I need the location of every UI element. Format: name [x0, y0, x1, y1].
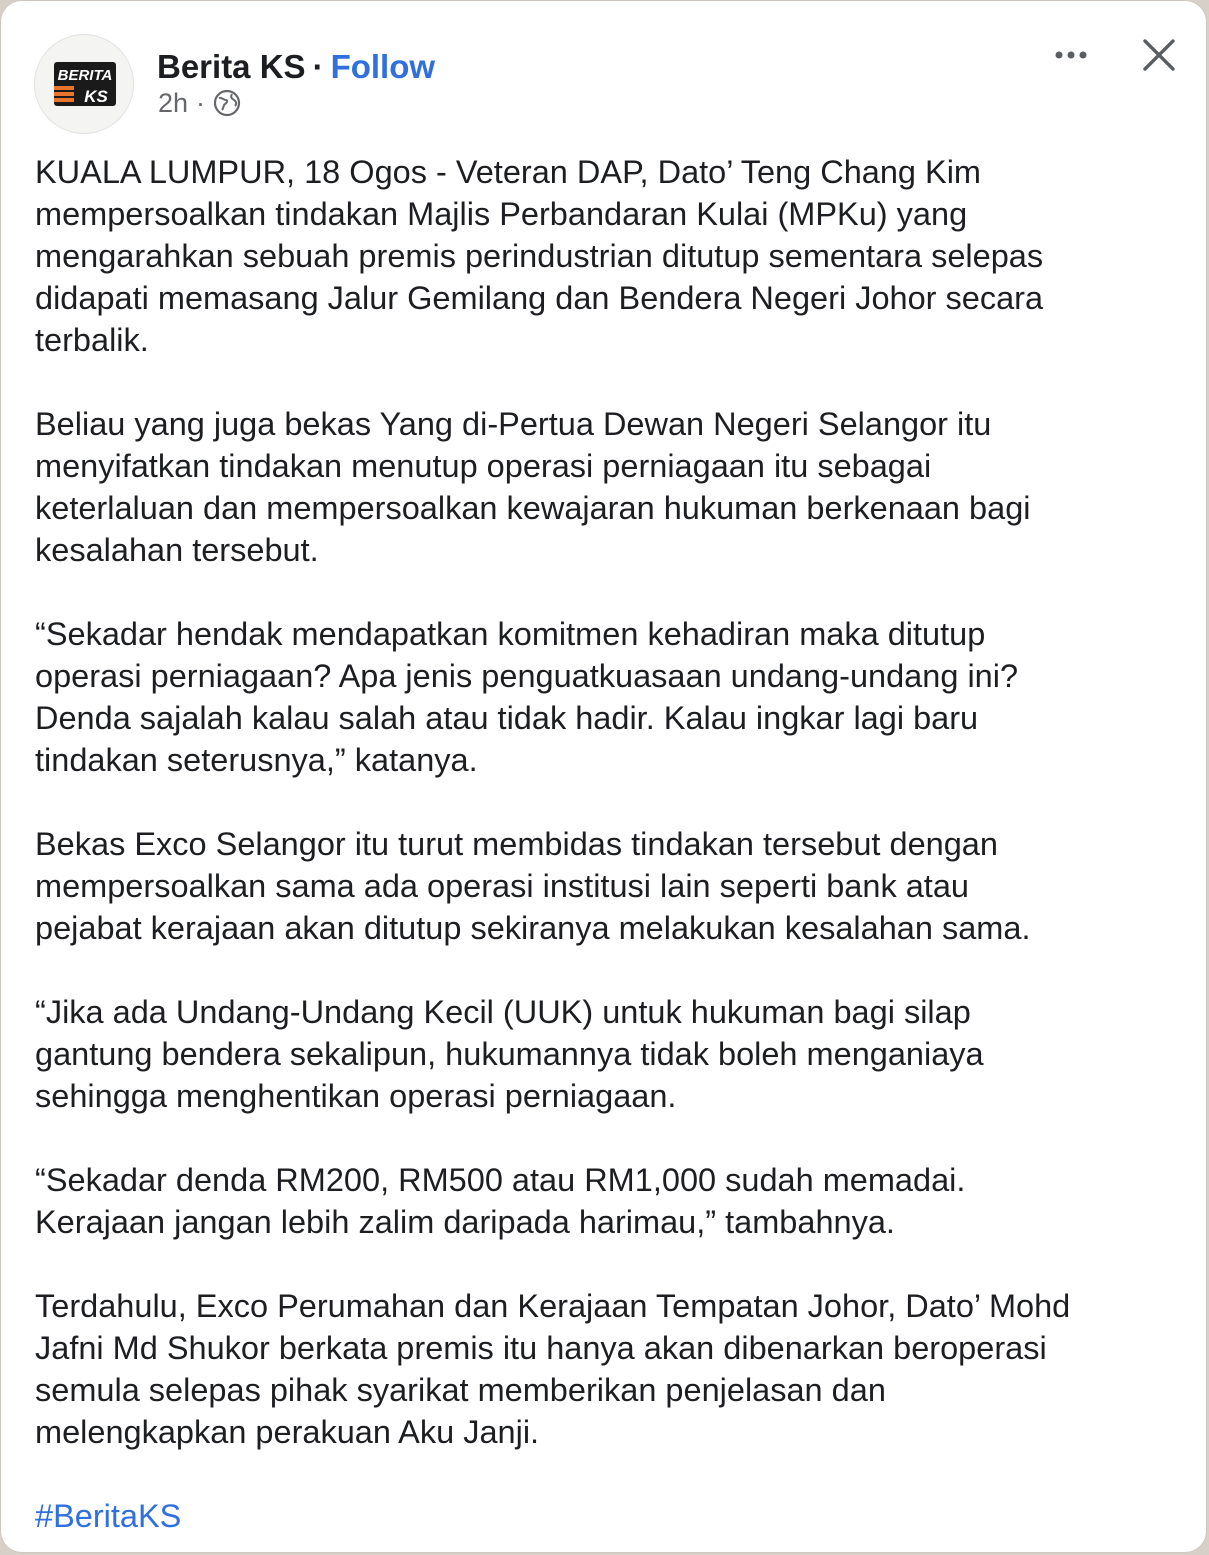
more-horizontal-icon: [1047, 37, 1095, 73]
more-options-button[interactable]: [1047, 37, 1095, 73]
page-avatar[interactable]: [34, 34, 134, 134]
post-paragraph: “Jika ada Undang-Undang Kecil (UUK) untuk hukuman bagi silap gantung bendera sekalipun, hukumannya tidak boleh menganiaya sehingga menghentikan operasi perniagaan.: [35, 994, 984, 1114]
post-paragraph: Bekas Exco Selangor itu turut membidas tindakan tersebut dengan mempersoalkan sama ada operasi institusi lain seperti bank atau pejabat kerajaan akan ditutup sekiranya melakukan kesalahan sama.: [35, 826, 1031, 946]
logo-text-ks: KS: [84, 87, 108, 106]
post-paragraph: “Sekadar denda RM200, RM500 atau RM1,000 sudah memadai. Kerajaan jangan lebih zalim daripada harimau,” tambahnya.: [35, 1162, 966, 1240]
post-meta: [158, 85, 241, 121]
logo-text-berita: BERITA: [57, 67, 113, 84]
post-header-name-row: [157, 45, 435, 89]
meta-separator: ·: [196, 88, 206, 118]
post-paragraph: Beliau yang juga bekas Yang di-Pertua Dewan Negeri Selangor itu menyifatkan tindakan menutup operasi perniagaan itu sebagai keterlaluan dan mempersoalkan kewajaran hukuman berkenaan bagi kesalahan tersebut.: [35, 406, 1031, 568]
hashtag-link[interactable]: #BeritaKS: [35, 1498, 182, 1534]
post-paragraph: KUALA LUMPUR, 18 Ogos - Veteran DAP, Dato’ Teng Chang Kim mempersoalkan tindakan Majlis Perbandaran Kulai (MPKu) yang mengarahkan sebuah premis perindustrian ditutup sementara selepas didapati memasang Jalur Gemilang dan Bendera Negeri Johor secara terbalik.: [35, 154, 1044, 358]
post-paragraph: Terdahulu, Exco Perumahan dan Kerajaan Tempatan Johor, Dato’ Mohd Jafni Md Shukor berkata premis itu hanya akan dibenarkan beroperasi semula selepas pihak syarikat memberikan penjelasan dan melengkapkan perakuan Aku Janji.: [35, 1288, 1071, 1450]
post-body: [35, 151, 1185, 1537]
post-timestamp[interactable]: 2h: [158, 88, 189, 118]
close-icon: [1137, 33, 1181, 77]
follow-button[interactable]: Follow: [330, 48, 436, 85]
globe-icon: [213, 89, 241, 117]
close-button[interactable]: [1137, 33, 1181, 77]
name-separator: ·: [312, 48, 324, 85]
page-name[interactable]: Berita KS: [157, 48, 306, 85]
post-paragraph: “Sekadar hendak mendapatkan komitmen kehadiran maka ditutup operasi perniagaan? Apa jenis penguatkuasaan undang-undang ini? Denda sajalah kalau salah atau tidak hadir. Kalau ingkar lagi baru tindakan seterusnya,” katanya.: [35, 616, 1019, 778]
berita-ks-logo: [35, 35, 135, 135]
